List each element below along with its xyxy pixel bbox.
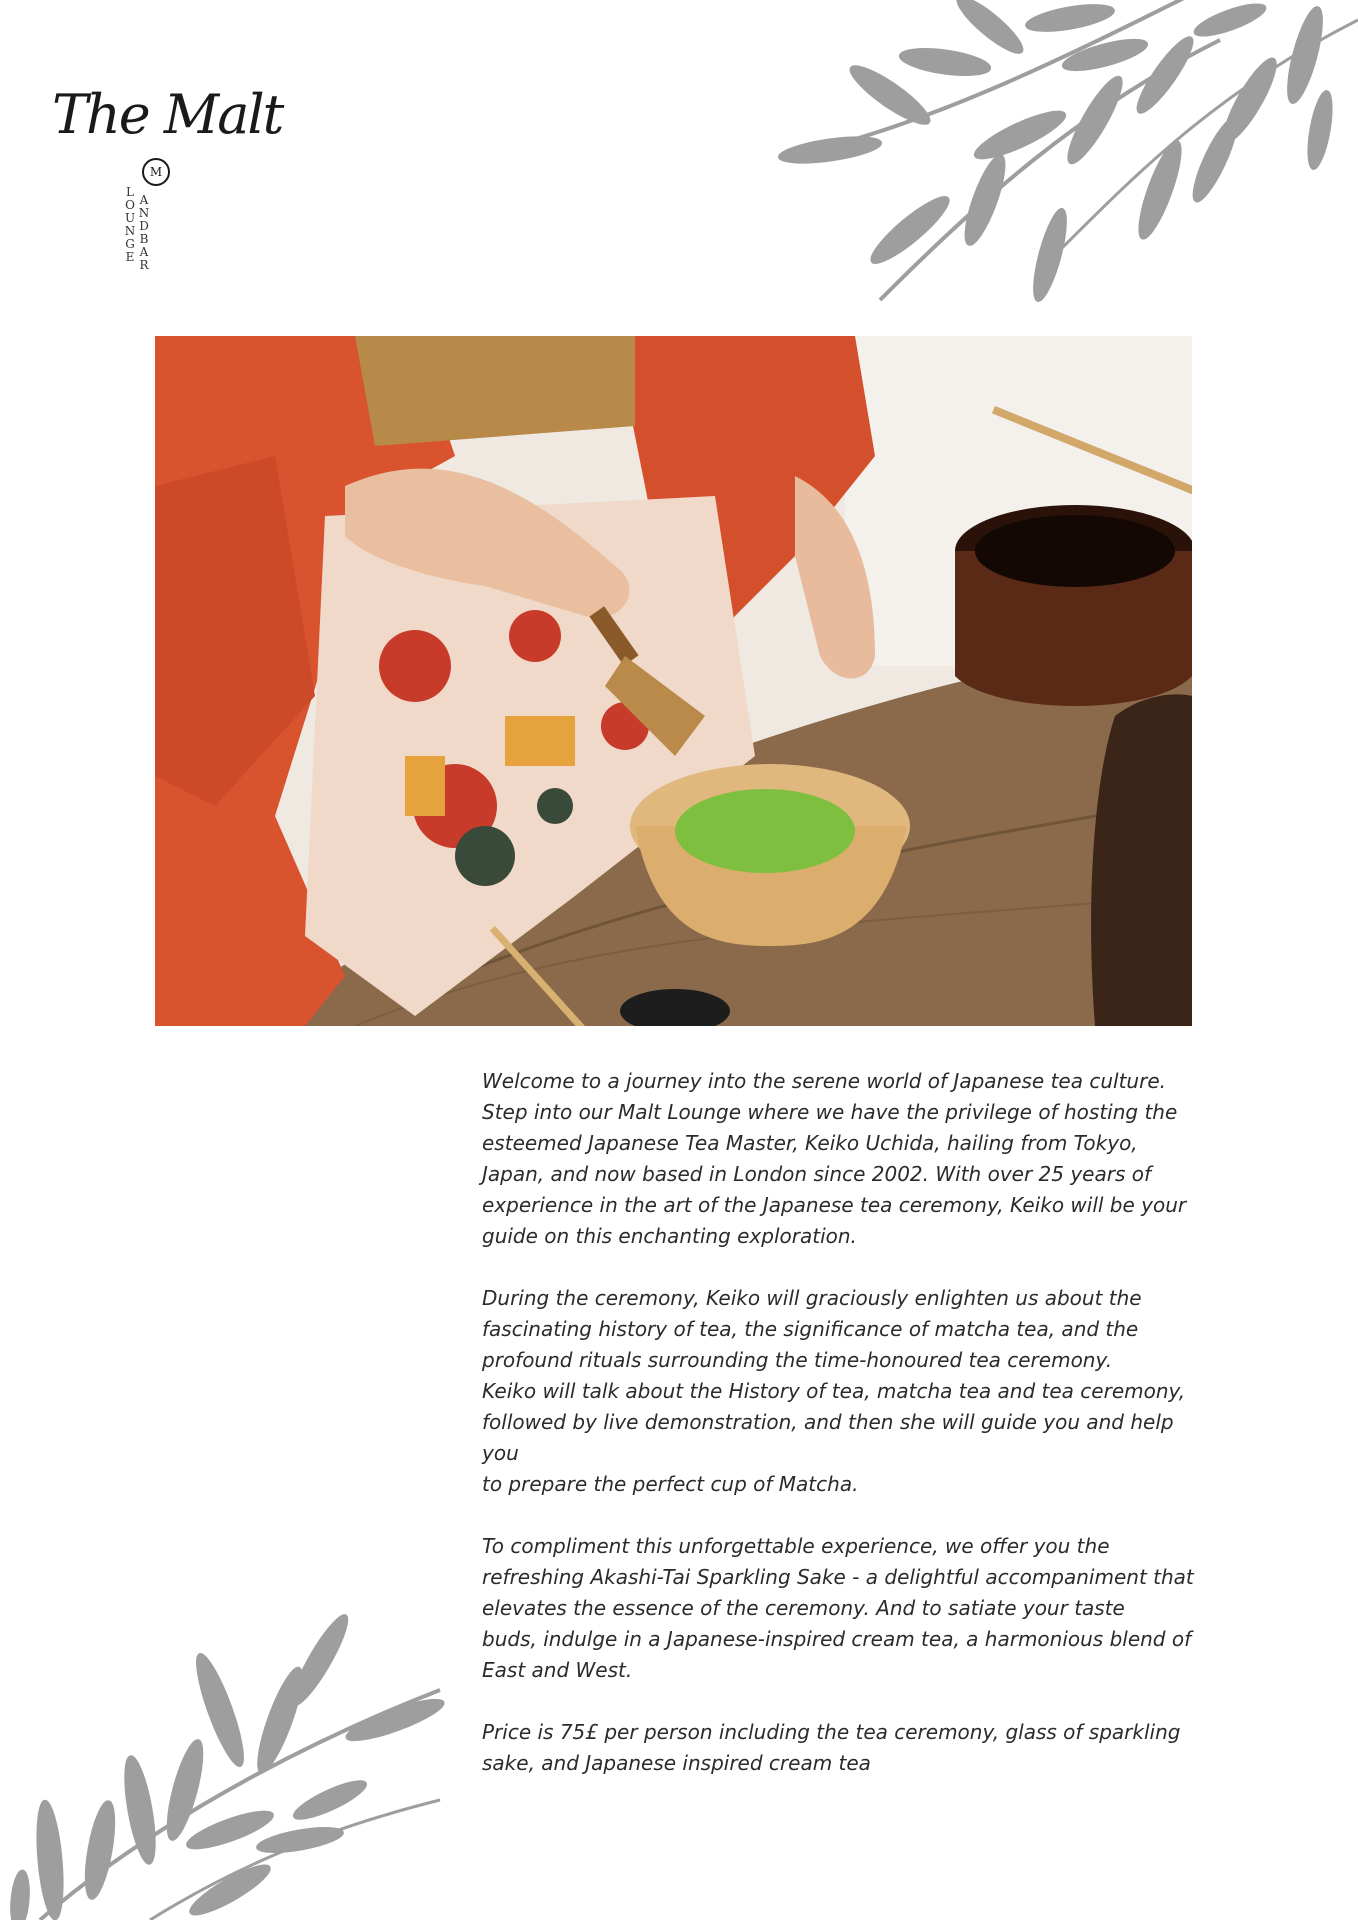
leaf-branch-decoration-top	[760, 0, 1358, 320]
leaf-branch-decoration-bottom	[0, 1600, 480, 1920]
logo-letter: R	[139, 258, 149, 272]
logo-letter: A	[139, 245, 149, 259]
logo-letter: A	[139, 193, 149, 207]
logo-letter: E	[125, 250, 135, 264]
logo-letter: G	[125, 237, 135, 251]
brand-logo	[52, 83, 283, 298]
logo-letter: N	[124, 224, 136, 238]
logo-letter: B	[139, 232, 149, 246]
tea-ceremony-photo	[155, 336, 1192, 1026]
logo-letter: O	[125, 198, 135, 212]
tea-ceremony-illustration	[155, 336, 1192, 1026]
logo-letter: U	[124, 211, 136, 225]
logo-script-name: The Malt	[52, 83, 283, 146]
logo-word-lounge	[124, 186, 136, 264]
logo-letter: N	[138, 206, 150, 220]
logo-letter: D	[139, 219, 149, 233]
paragraph-price: Price is 75£ per person including the tea ceremony, glass of sparkling sake, and Japanese inspired cream tea	[482, 1720, 1181, 1775]
logo-letter: L	[126, 185, 134, 199]
paragraph-introduction: Welcome to a journey into the serene world of Japanese tea culture. Step into our Malt Lounge where we have the privilege of hosting the esteemed Japanese Tea Master, Keiko Uchida, hailing from Tokyo, Japan, and now based in London since 2002. With over 25 years of experience in the art of the Japanese tea ceremony, Keiko will be your guide on this enchanting exploration.	[482, 1069, 1187, 1248]
event-description	[482, 1066, 1202, 1810]
logo-word-and-bar	[138, 194, 150, 272]
logo-emblem: M	[142, 158, 170, 186]
paragraph-ceremony-details: During the ceremony, Keiko will graciously enlighten us about the fascinating history of tea, the significance of matcha tea, and the profound rituals surrounding the time-honoured tea ceremony. Keiko will talk about the History of tea, matcha tea and tea ceremony, followed by live demonstration, and then she will guide you and help you to prepare the perfect cup of Matcha.	[482, 1286, 1186, 1496]
paragraph-sake-and-cream-tea: To compliment this unforgettable experience, we offer you the refreshing Akashi-Tai Sparkling Sake - a delightful accompaniment that elevates the essence of the ceremony. And to satiate your taste buds, indulge in a Japanese-inspired cream tea, a harmonious blend of East and West.	[482, 1534, 1194, 1682]
